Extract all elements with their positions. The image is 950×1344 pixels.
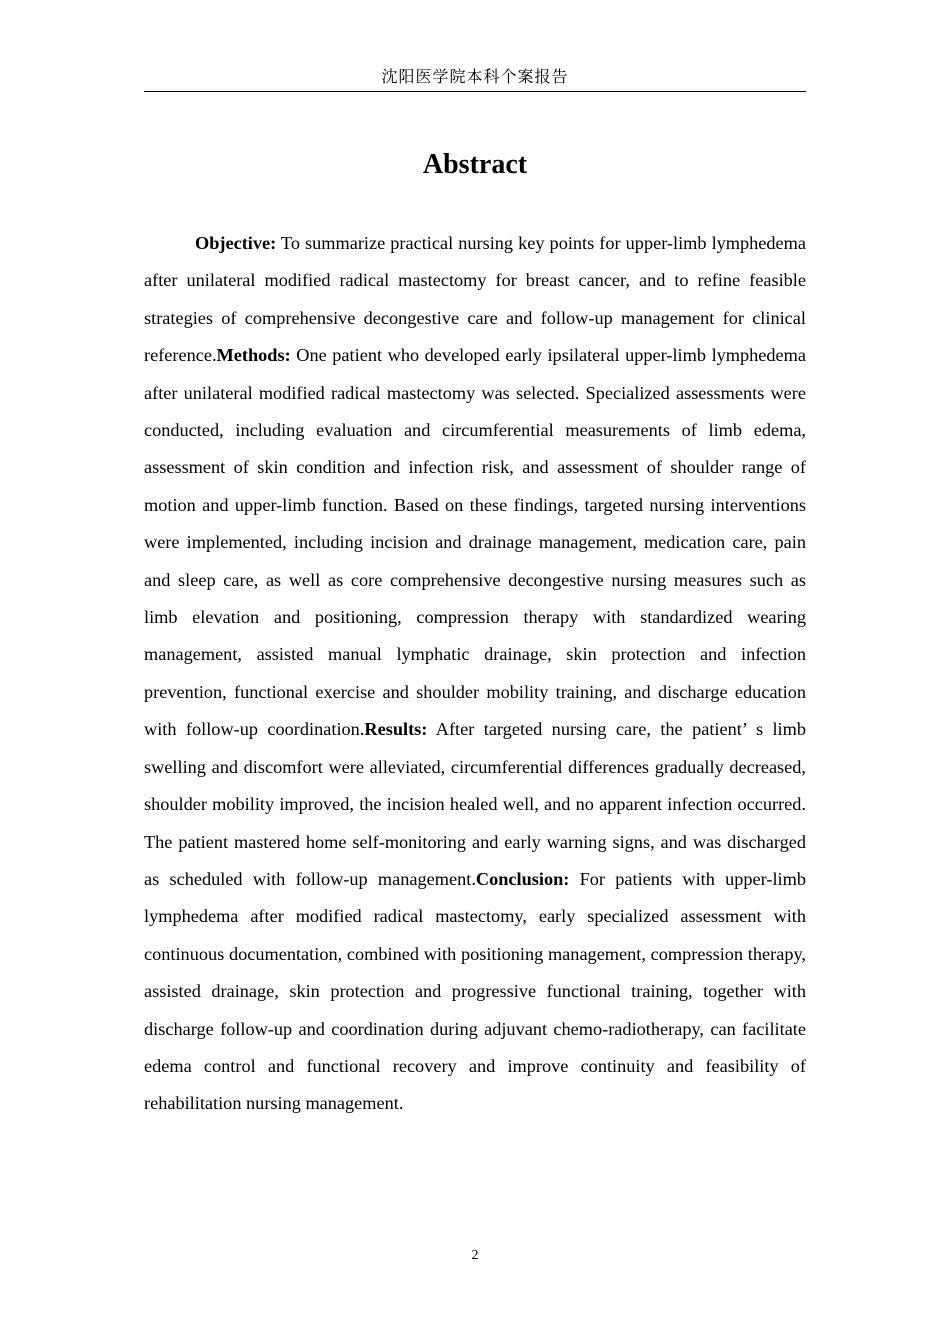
methods-text: One patient who developed early ipsilateral upper-limb lymphedema after unilateral modified radical mastectomy was selected. Specialized assessments were conducted, including evaluation and circumferential measurements of limb edema, assessment of skin condition and infection risk, and assessment of shoulder range of motion and upper-limb function. Based on these findings, targeted nursing interventions were implemented, including incision and drainage management, medication care, pain and sleep care, as well as core comprehensive decongestive nursing measures such as limb elevation and positioning, compression therapy with standardized wearing management, assisted manual lymphatic drainage, skin protection and infection prevention, functional exercise and shoulder mobility training, and discharge education with follow-up coordination. xyxy=(144,345,806,740)
conclusion-label: Conclusion: xyxy=(475,868,570,889)
results-label: Results: xyxy=(364,719,428,740)
page-header xyxy=(144,66,806,92)
objective-label: Objective: xyxy=(195,233,277,253)
header-title: 沈阳医学院本科个案报告 xyxy=(381,67,569,86)
results-text: After targeted nursing care, the patient’ s limb swelling and discomfort were alleviated, circumferential differences gradually decreased, shoulder mobility improved, the incision healed well, and no apparent infection occurred. The patient mastered home self-monitoring and early warning signs, and was discharged as scheduled with follow-up management. xyxy=(144,719,806,889)
conclusion-text: For patients with upper-limb lymphedema after modified radical mastectomy, early specialized assessment with continuous documentation, combined with positioning management, compression therapy, assisted drainage, skin protection and progressive functional training, together with discharge follow-up and coordination during adjuvant chemo-radiotherapy, can facilitate edema control and functional recovery and improve continuity and feasibility of rehabilitation nursing management. xyxy=(144,868,806,1114)
abstract-title: Abstract xyxy=(422,149,528,180)
methods-label: Methods: xyxy=(216,345,291,366)
objective-text: To summarize practical nursing key points for upper-limb lymphedema after unilateral modified radical mastectomy for breast cancer, and to refine feasible strategies of comprehensive decongestive care and follow-up management for clinical reference. xyxy=(144,233,806,366)
page-number: 2 xyxy=(471,1248,479,1263)
abstract-paragraph xyxy=(144,225,806,1123)
